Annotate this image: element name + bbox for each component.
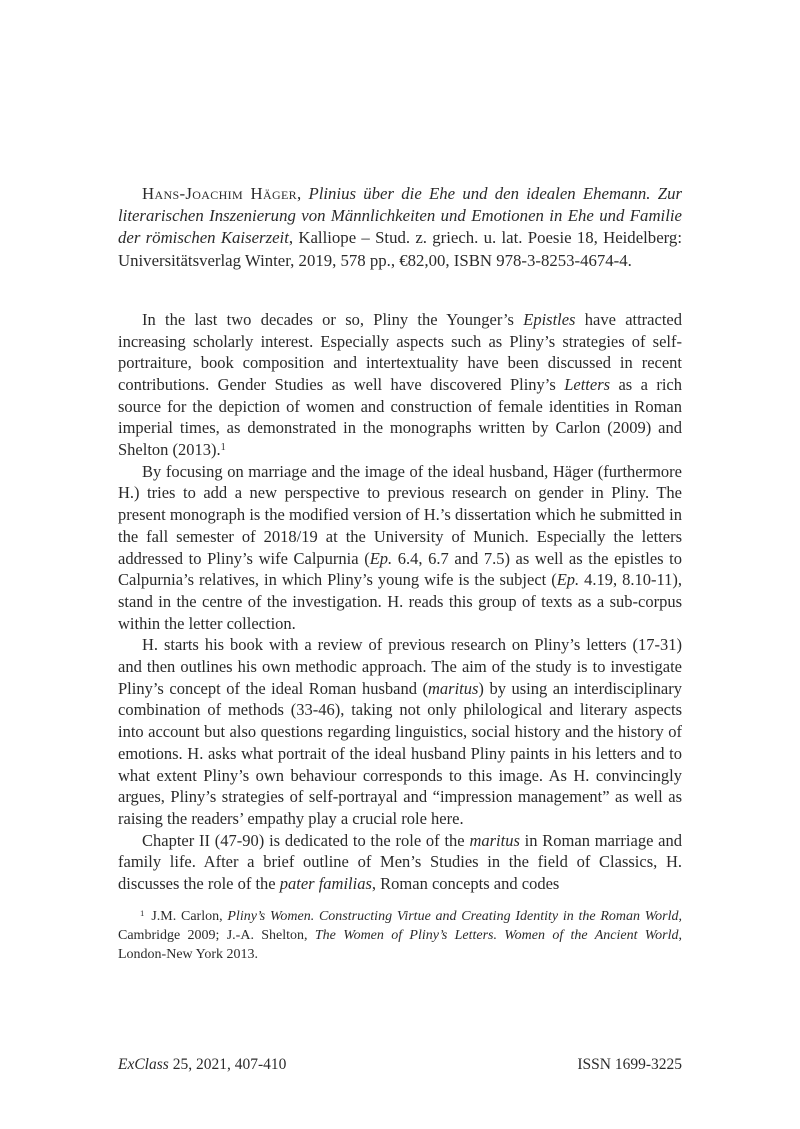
review-paragraph-1: In the last two decades or so, Pliny the Younger’s Epistles have attracted increasing scholarly interest. Especially aspects such as Pliny’s strategies of self-portraiture, book composition and intertextuality have been discussed in recent contributions. Gender Studies as well have discovered Pliny’s Letters as a rich source for the depiction of women and construction of female identities in Roman imperial times, as demonstrated in the monographs written by Carlon (2009) and Shelton (2013).$^1$	[118, 309, 682, 460]
review-paragraph-2: By focusing on marriage and the image of the ideal husband, Häger (furthermore H.) tries to add a new perspective to previous research on gender in Pliny. The present monograph is the modified version of H.’s dissertation which he submitted in the fall semester of 2018/19 at the University of Munich. Especially the letters addressed to Pliny’s wife Calpurnia (Ep. 6.4, 6.7 and 7.5) as well as the epistles to Calpurnia’s relatives, in which Pliny’s young wife is the subject (Ep. 4.19, 8.10-11), stand in the centre of the investigation. H. reads this group of texts as a sub-corpus within the letter collection.	[118, 461, 683, 633]
book-reference-heading: Hans-Joachim Häger, Plinius über die Ehe und den idealen Ehemann. Zur literarischen Inszenierung von Männlichkeiten und Emotionen in Ehe und Familie der römischen Kaiserzeit, Kalliope – Stud. z. griech. u. lat. Poesie 18, Heidelberg: Universitätsverlag Winter, 2019, 578 pp., €82,00, ISBN 978-3-8253-4674-4.	[118, 184, 682, 270]
journal-citation: ExClass 25, 2021, 407-410	[118, 1056, 287, 1073]
page-content	[118, 183, 682, 965]
footnote-1: $^1$ J.M. Carlon, Pliny’s Women. Constructing Virtue and Creating Identity in the Roman World, Cambridge 2009; J.-A. Shelton, The Women of Pliny’s Letters. Women of the Ancient World, London-New York 2013.	[118, 907, 683, 963]
review-paragraph-4: Chapter II (47-90) is dedicated to the role of the maritus in Roman marriage and family life. After a brief outline of Men’s Studies in the field of Classics, H. discusses the role of the pater familias, Roman concepts and codes	[118, 830, 683, 894]
review-body	[118, 309, 682, 895]
review-paragraph-3: H. starts his book with a review of previous research on Pliny’s letters (17-31) and then outlines his own methodic approach. The aim of the study is to investigate Pliny’s concept of the ideal Roman husband (maritus) by using an interdisciplinary combination of methods (33-46), taking not only philological and literary aspects into account but also questions regarding linguistics, social history and the history of emotions. H. asks what portrait of the ideal husband Pliny paints in his letters and to what extent Pliny’s own behaviour corresponds to this image. As H. convincingly argues, Pliny’s strategies of self-portrayal and “impression management” as well as raising the readers’ empathy play a crucial role here.	[118, 635, 682, 828]
page-footer	[118, 1056, 682, 1074]
issn-label: ISSN 1699-3225	[577, 1056, 682, 1073]
